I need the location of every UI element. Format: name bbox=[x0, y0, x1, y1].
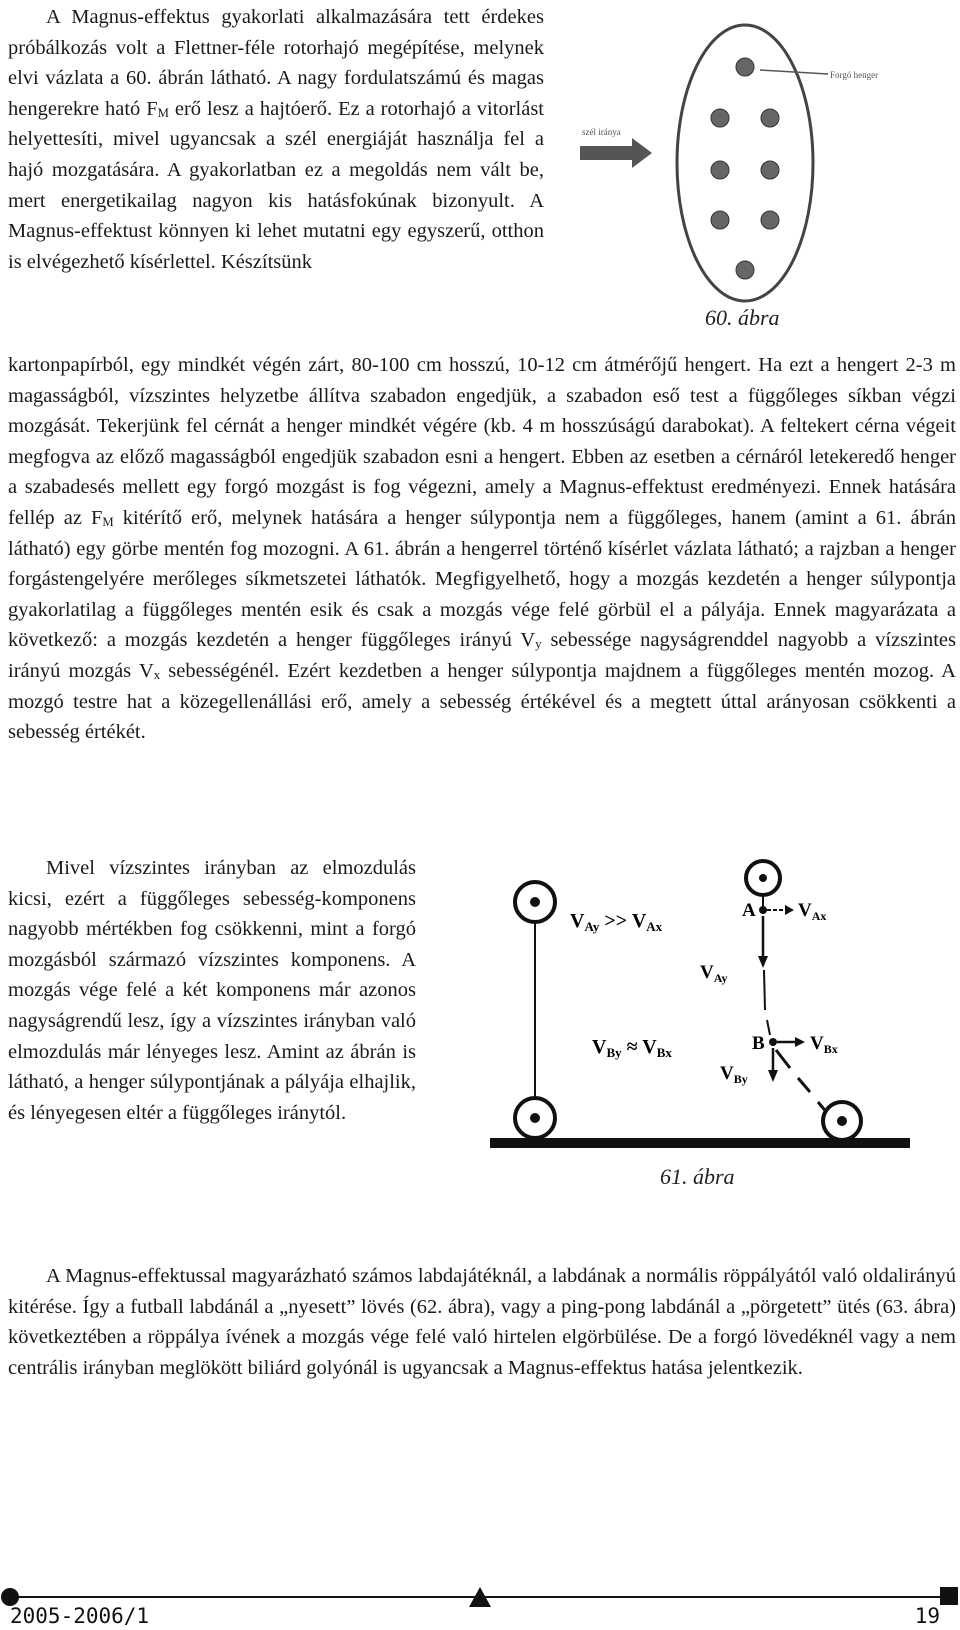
vby-label: $V_{By}$ bbox=[720, 1063, 748, 1086]
vax-label: $V_{Ax}$ bbox=[798, 900, 827, 923]
footer-page-number: 19 bbox=[914, 1604, 940, 1628]
arrow-vbx-icon bbox=[777, 1037, 805, 1047]
paragraph-experiment: kartonpapírból, egy mindkét végén zárt, 80-100 cm hosszú, 10-12 cm átmérőjű hengert. Ha ezt a hengert 2-3 m magasságból, vízszintes helyzetbe állítva szabadon engedjük, a szabadon eső test a függőleges síkban végzi mozgását. Tekerjünk fel cérnát a henger mindkét végére (kb. 4 m hosszúságú darabokat). A feltekert cérna végeit megfogva az előző magasságból engedjük szabadon esni a hengert. Ebben az esetben a cérnáról letekeredő henger a szabadesés mellett egy forgó mozgást is fog végezni, amely a Magnus-effektust eredményezi. Ennek hatására fellép az $F_M$ kitérítő erő, melynek hatására a henger súlypontja nem a függőleges, hanem (amint a 61. ábrán látható) egy görbe mentén fog mozogni. A 61. ábrán a hengerrel történő kísérlet vázlata látható; a rajzban a henger forgástengelyére merőleges síkmetszetei láthatók. Megfigyelhető, hogy a mozgás kezdetén a henger súlypontja gyakorlatilag a függőleges mentén esik és csak a mozgás vége felé görbül el a pályája. Ennek magyarázata a következő: a mozgás kezdetén a henger függőleges irányú $V_y$ sebessége nagyságrenddel nagyobb a vízszintes irányú mozgás $V_x$ sebességénél. Ezért kezdetben a henger súlypontja majdnem a függőleges mentén mozog. A mozgó testre hat a közegellenállási erő, amely a sebesség értékével és a megtett úttal arányosan csökkenti a sebesség értékét. bbox=[8, 354, 956, 744]
caption-figure-60: 60. ábra bbox=[705, 305, 780, 330]
point-b-dot bbox=[769, 1038, 777, 1046]
paragraph-components: Mivel vízszintes irányban az elmozdulás kicsi, ezért a függőleges sebesség-komponens nagyobb mértékben fog csökkenni, mint a forgó mozgásból származó vízszintes komponens. A mozgás vége felé a két komponens már azonos nagyságrendű lesz, így a vízszintes irányban való elmozdulás már lényeges lesz. Amint az ábrán is látható, a henger súlypontjának a pályája elhajlik, és lényegesen eltér a függőleges iránytól. bbox=[8, 857, 416, 1124]
rotor-cylinders bbox=[711, 58, 779, 279]
cylinder-end-left bbox=[515, 1098, 555, 1138]
point-a-label: A bbox=[742, 900, 756, 921]
footer-issue: 2005-2006/1 bbox=[10, 1604, 150, 1628]
wind-label: szél iránya bbox=[582, 127, 621, 137]
vay-label: $V_{Ay}$ bbox=[700, 962, 728, 985]
arrow-vax-icon bbox=[767, 905, 794, 915]
cylinder-end-right bbox=[823, 1102, 861, 1140]
curved-path-lower bbox=[776, 1050, 828, 1114]
footer-square-icon bbox=[940, 1587, 958, 1605]
paragraph-ball-games: A Magnus-effektussal magyarázható számos labdajátéknál, a labdának a normális röppályától való oldalirányú kitérése. Így a futball labdánál a „nyesett” lövés (62. ábra), vagy a ping-pong labdánál a „pörgetett” ütés (63. ábra) következtében a röppálya ívének a mozgás vége felé való hirtelen elgörbülése. De a forgó lövedéknél vagy a nem centrális irányban meglökött biliárd golyónál is ugyancsak a Magnus-effektus hatása jelentkezik. bbox=[8, 1265, 956, 1379]
figure-61-falling-cylinder bbox=[480, 860, 930, 1160]
point-a-dot bbox=[759, 906, 767, 914]
relation-a: $V_{Ay} >> V_{Ax}$ bbox=[570, 910, 663, 934]
rotor-label: Forgó henger bbox=[830, 70, 879, 80]
figure-60-rotorship bbox=[582, 20, 910, 310]
caption-figure-61: 61. ábra bbox=[660, 1164, 735, 1189]
cylinder-start-right bbox=[746, 861, 780, 895]
paragraph-rotorship: A Magnus-effektus gyakorlati alkalmazására tett érdekes próbálkozás volt a Flettner-féle rotorhajó megépítése, melynek elvi vázlata a 60. ábrán látható. A nagy fordulatszámú és magas hengerekre ható $F_M$ erő lesz a hajtóerő. Ez a rotorhajó a vitorlást helyettesíti, mivel ugyancsak a szél energiáját használja fel a hajó mozgatására. A gyakorlatban ez a megoldás nem vált be, mert energetikailag nagyon kis hatásfokúnak bizonyult. A Magnus-effektust könnyen ki lehet mutatni egy egyszerű, otthon is elvégezhető kísérlettel. Készítsünk bbox=[8, 6, 544, 273]
point-b-label: B bbox=[752, 1033, 765, 1054]
arrow-vay-icon bbox=[758, 916, 768, 968]
relation-b: $V_{By} \approx V_{Bx}$ bbox=[592, 1036, 672, 1060]
vbx-label: $V_{Bx}$ bbox=[810, 1033, 838, 1056]
cylinder-start-left bbox=[515, 882, 555, 922]
arrow-vby-icon bbox=[768, 1048, 778, 1082]
footer-triangle-icon bbox=[469, 1587, 491, 1607]
wind-arrow-icon bbox=[580, 138, 652, 168]
